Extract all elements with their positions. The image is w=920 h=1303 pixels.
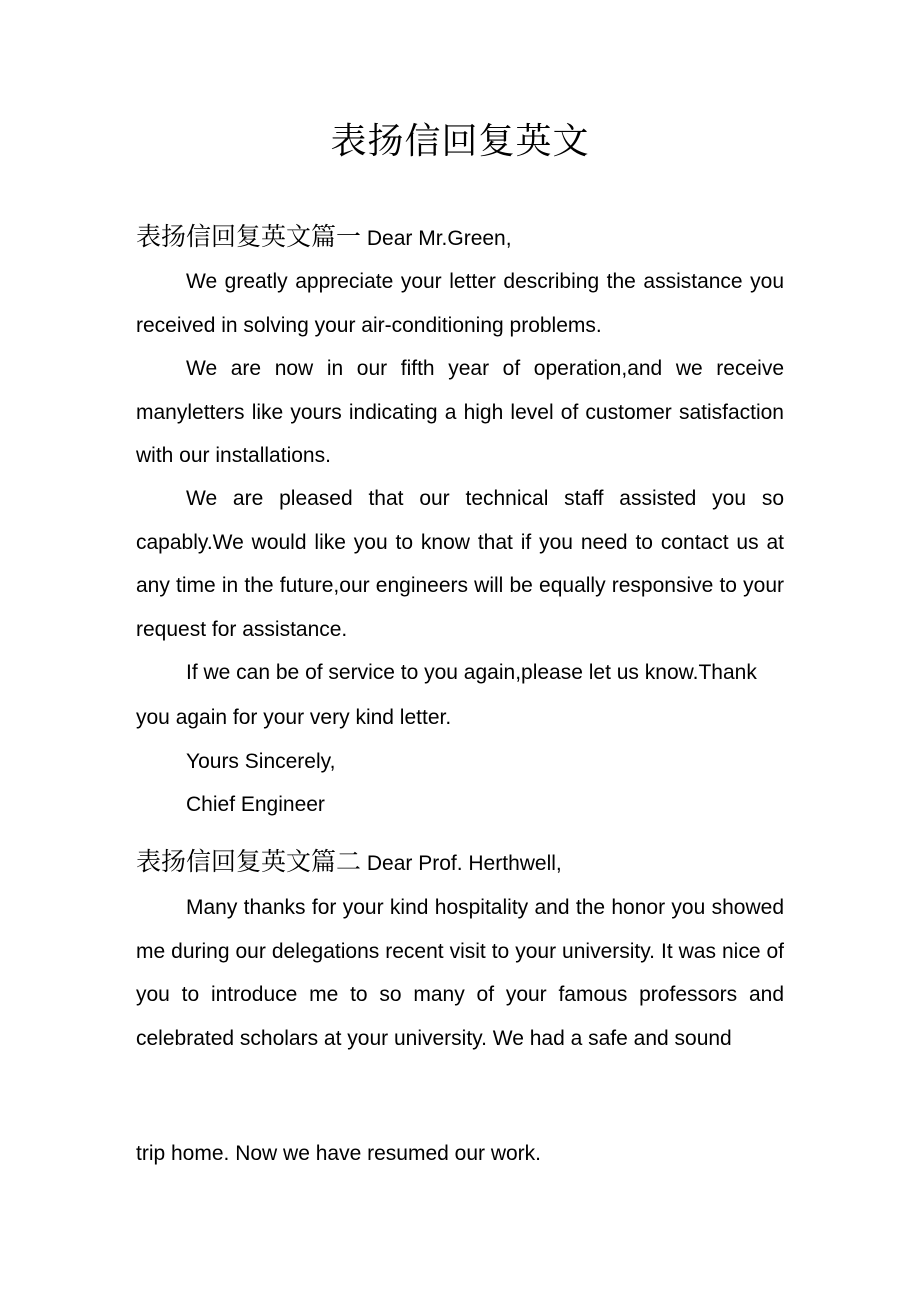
- letter-1-paragraph-2: We are now in our fifth year of operation,and we receive manyletters like yours indicating a high level of customer satisfaction with our installations.: [136, 357, 784, 467]
- letter-1-paragraph-3: We are pleased that our technical staff assisted you so capably.We would like you to know that if you need to contact us at any time in the future,our engineers will be equally responsive to your request for assistance.: [136, 487, 784, 641]
- letter-2-paragraph-1-continued: trip home. Now we have resumed our work.: [136, 1142, 541, 1165]
- letter-2-paragraph-1: Many thanks for your kind hospitality and the honor you showed me during our delegations recent visit to your university. It was nice of you to introduce me to so many of your famous professors and celebrated scholars at your university. We had a safe and sound: [136, 896, 784, 1050]
- letter-1-paragraph-1: We greatly appreciate your letter describing the assistance you received in solving your air-conditioning problems.: [136, 270, 784, 337]
- letter-1-salutation: Dear Mr.Green,: [366, 227, 512, 250]
- letter-2-salutation: Dear Prof. Herthwell,: [366, 852, 562, 875]
- letter-1-paragraph-4: If we can be of service to you again,please let us know.Thank you again for your very kind letter.: [136, 661, 757, 729]
- letter-1-signature: Chief Engineer: [186, 793, 325, 816]
- letter-1-closing: Yours Sincerely,: [186, 750, 336, 773]
- letter-2-heading-cn: 表扬信回复英文篇二: [136, 847, 362, 876]
- letter-2-heading: [136, 840, 562, 886]
- letter-1-heading: [136, 215, 512, 261]
- document-title: 表扬信回复英文: [330, 121, 590, 162]
- letter-1-heading-cn: 表扬信回复英文篇一: [136, 222, 362, 251]
